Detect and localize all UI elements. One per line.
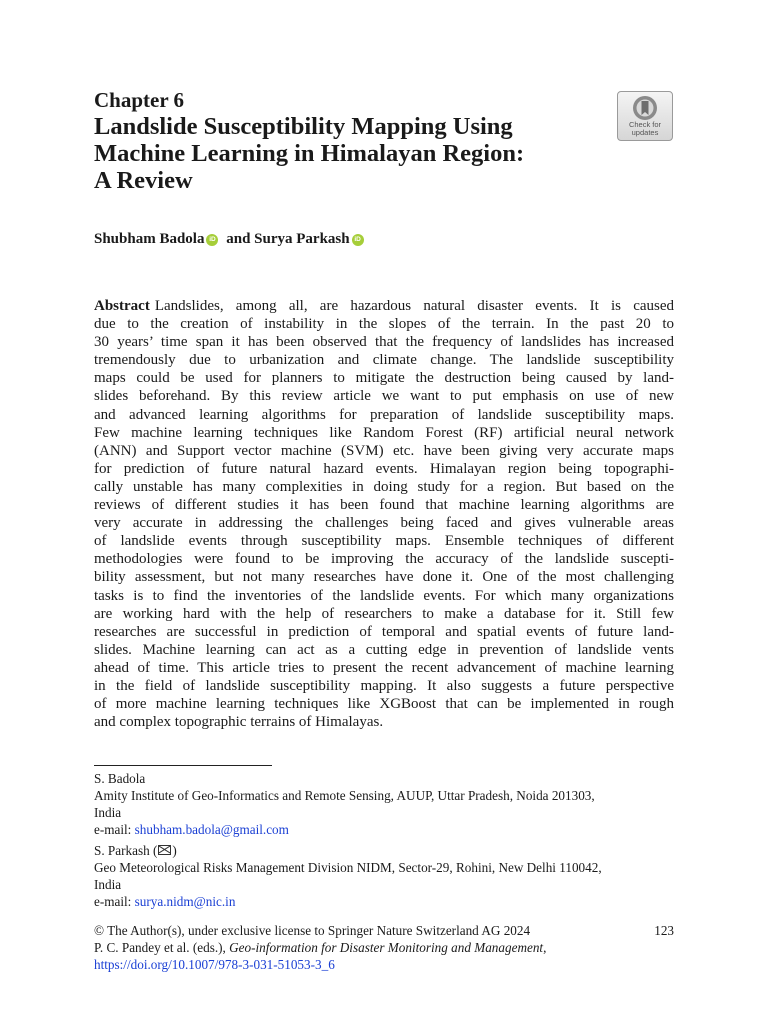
doi-link[interactable]: https://doi.org/10.1007/978-3-031-51053-3_6: [94, 957, 335, 972]
abstract-line: [94, 623, 674, 641]
affiliation-badola: [94, 770, 674, 838]
footnote-divider: [94, 765, 272, 766]
email-link[interactable]: surya.nidm@nic.in: [134, 894, 236, 909]
bookmark-circle-icon: [632, 95, 658, 121]
abstract-text: are working hard with the help of researchers to make a database for it. Still few: [94, 605, 674, 622]
page-footer: [94, 922, 674, 973]
abstract-text: ahead of time. This article tries to present the recent advancement of machine learning: [94, 659, 674, 676]
abstract-text: researches are successful in prediction of temporal and spatial events of future land-: [94, 623, 674, 640]
abstract-text: 30 years’ time span it has been observed that the frequency of landslides has increased: [94, 334, 674, 351]
abstract-text: for prediction of future natural hazard events. Himalayan region being topographi-: [94, 460, 674, 477]
abstract-text: tasks is to find the inventories of the landslide events. For which many organizations: [94, 587, 674, 604]
chapter-title-line: Machine Learning in Himalayan Region:: [94, 140, 525, 167]
abstract-text: (ANN) and Support vector machine (SVM) etc. have been giving very accurate maps: [94, 442, 674, 459]
badge-text-line: updates: [631, 128, 659, 137]
check-for-updates-badge[interactable]: [617, 91, 673, 141]
chapter-title-line: A Review: [94, 167, 193, 194]
affiliation-name-suffix: ): [172, 843, 177, 858]
abstract-line: [94, 532, 674, 550]
abstract-line: [94, 333, 674, 351]
abstract-line: [94, 387, 674, 405]
affiliation-name-row: [94, 842, 674, 859]
abstract-text: reviews of different studies it has been found that machine learning algorithms are: [94, 497, 674, 514]
abstract-line: [94, 369, 674, 387]
citation-punct: ,: [543, 940, 547, 955]
affiliation-line: Geo Meteorological Risks Management Division NIDM, Sector-29, Rohini, New Delhi 110042,: [94, 860, 602, 875]
abstract-text: tremendously due to urbanization and climate change. The landslide susceptibility: [94, 352, 674, 369]
chapter-title: [94, 113, 614, 194]
affiliation-line: Amity Institute of Geo-Informatics and Remote Sensing, AUUP, Uttar Pradesh, Noida 201303,: [94, 788, 595, 803]
author-name: Shubham Badola: [94, 231, 205, 247]
abstract-text: of more machine learning techniques like XGBoost that can be implemented in rough: [94, 696, 674, 713]
email-prefix: e-mail:: [94, 894, 135, 909]
abstract-line: [94, 605, 674, 623]
chapter-title-line: Landslide Susceptibility Mapping Using: [94, 113, 513, 140]
author-name: Surya Parkash: [254, 231, 350, 247]
abstract-line: [94, 514, 674, 532]
abstract-text: and complex topographic terrains of Himalayas.: [94, 714, 384, 731]
author-list: [94, 231, 368, 248]
book-title: Geo-information for Disaster Monitoring and Management: [229, 940, 544, 955]
abstract-line: [94, 424, 674, 442]
affiliation-line: India: [94, 877, 122, 892]
affiliation-line: India: [94, 805, 122, 820]
envelope-icon: [158, 845, 171, 855]
abstract-text: methodologies were found to be improving the accuracy of the landslide suscepti-: [94, 551, 674, 568]
abstract-line: [94, 406, 674, 424]
abstract-line: [94, 315, 674, 333]
orcid-icon[interactable]: iD: [206, 234, 218, 246]
copyright-line: © The Author(s), under exclusive license to Springer Nature Switzerland AG 2024: [94, 923, 531, 938]
abstract-line: [94, 695, 674, 713]
abstract-line: [94, 550, 674, 568]
abstract-text: very accurate in addressing the challenges being faced and gives vulnerable areas: [94, 515, 674, 532]
badge-text-line: Check for: [628, 120, 662, 129]
abstract-line: [94, 659, 674, 677]
abstract-text: Landslides, among all, are hazardous natural disaster events. It is caused: [154, 298, 674, 314]
abstract-line: [94, 568, 674, 586]
abstract-text: slides beforehand. By this review article we want to put emphasis on use of new: [94, 388, 674, 405]
abstract-text: due to the creation of instability in the slopes of the terrain. In the past 20 to: [94, 316, 674, 333]
abstract-text: in the field of landslide susceptibility mapping. It also suggests a future perspective: [94, 677, 674, 694]
abstract: [94, 297, 674, 731]
abstract-text: bility assessment, but not many researches have done it. One of the most challenging: [94, 569, 674, 586]
affiliation-name: S. Parkash (: [94, 843, 158, 858]
page-number: 123: [654, 923, 674, 938]
abstract-line: [94, 713, 674, 731]
abstract-line: [94, 297, 674, 315]
abstract-text: Few machine learning techniques like Random Forest (RF) artificial neural network: [94, 424, 674, 441]
email-link[interactable]: shubham.badola@gmail.com: [134, 822, 289, 837]
abstract-line: [94, 478, 674, 496]
affiliation-email-row: [94, 821, 674, 838]
citation-line: [94, 939, 674, 956]
chapter-label: Chapter 6: [94, 88, 185, 112]
abstract-line: [94, 587, 674, 605]
abstract-line: [94, 351, 674, 369]
abstract-text: of landslide events through susceptibility maps. Ensemble techniques of different: [94, 533, 674, 550]
orcid-icon[interactable]: iD: [352, 234, 364, 246]
email-prefix: e-mail:: [94, 822, 135, 837]
editors: P. C. Pandey et al. (eds.),: [94, 940, 230, 955]
abstract-line: [94, 641, 674, 659]
affiliation-parkash: [94, 842, 674, 910]
author-joiner: and: [222, 231, 255, 247]
abstract-text: maps could be used for planners to mitigate the destruction being caused by land-: [94, 370, 674, 387]
abstract-text: cally unstable has many complexities in doing study for a region. But based on the: [94, 478, 674, 495]
abstract-line: [94, 677, 674, 695]
affiliation-name: S. Badola: [94, 771, 146, 786]
abstract-line: [94, 496, 674, 514]
abstract-text: and advanced learning algorithms for preparation of landslide susceptibility maps.: [94, 406, 674, 423]
abstract-line: [94, 460, 674, 478]
abstract-text: slides. Machine learning can act as a cutting edge in prevention of landslide vents: [94, 641, 674, 658]
abstract-line: [94, 442, 674, 460]
abstract-label: Abstract: [94, 298, 150, 314]
affiliation-email-row: [94, 893, 674, 910]
